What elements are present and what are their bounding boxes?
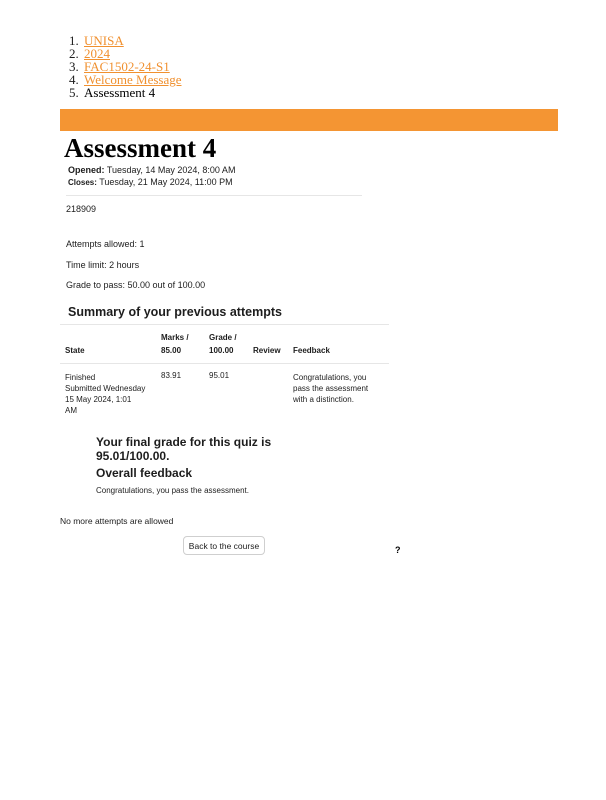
column-header-grade (204, 325, 248, 364)
back-to-course-button[interactable]: Back to the course (183, 536, 265, 555)
final-grade: Your final grade for this quiz is 95.01/100.00. (96, 435, 272, 463)
summary-heading: Summary of your previous attempts (68, 305, 282, 319)
overall-feedback-text: Congratulations, you pass the assessment. (96, 486, 249, 495)
attempt-state (60, 364, 156, 423)
attempt-marks: 83.91 (161, 371, 182, 380)
column-header-review: Review (248, 325, 288, 364)
state-line: AM (65, 406, 77, 415)
opened-label: Opened: (68, 165, 105, 175)
opened-row (68, 164, 235, 176)
attempt-grade: 95.01 (209, 371, 230, 380)
attempt-feedback: Congratulations, you pass the assessment with a distinction. (293, 373, 369, 404)
grade-header-line1: Grade / (209, 333, 237, 342)
state-line: Submitted Wednesday (65, 384, 146, 393)
breadcrumb-link-welcome[interactable]: Welcome Message (84, 72, 182, 87)
closes-row (68, 176, 235, 189)
divider (66, 195, 362, 196)
opened-value: Tuesday, 14 May 2024, 8:00 AM (106, 165, 236, 175)
grade-header-line2: 100.00 (209, 346, 234, 355)
table-row (60, 364, 389, 423)
no-more-attempts: No more attempts are allowed (60, 516, 174, 526)
closes-label: Closes: (68, 178, 97, 187)
attempt-review (248, 364, 288, 423)
column-header-state: State (60, 325, 156, 364)
marks-header-line2: 85.00 (161, 346, 182, 355)
table-header-row (60, 325, 389, 364)
page-title: Assessment 4 (64, 133, 217, 163)
marks-header-line1: Marks / (161, 333, 189, 342)
breadcrumb-link-year[interactable]: 2024 (84, 46, 110, 61)
time-limit: Time limit: 2 hours (66, 260, 140, 270)
state-line: Finished (65, 373, 96, 382)
state-line: 15 May 2024, 1:01 (65, 395, 132, 404)
overall-feedback-heading: Overall feedback (96, 466, 193, 480)
grade-to-pass: Grade to pass: 50.00 out of 100.00 (66, 280, 206, 290)
breadcrumb (64, 34, 182, 99)
attempts-allowed: Attempts allowed: 1 (66, 239, 145, 249)
breadcrumb-link-unisa[interactable]: UNISA (84, 33, 124, 48)
attempts-table (60, 324, 389, 422)
quiz-id: 218909 (66, 204, 97, 214)
column-header-feedback: Feedback (288, 325, 389, 364)
quiz-dates (68, 164, 235, 189)
breadcrumb-link-course[interactable]: FAC1502-24-S1 (84, 59, 170, 74)
header-banner (60, 109, 558, 131)
closes-value: Tuesday, 21 May 2024, 11:00 PM (99, 177, 233, 187)
question-mark-icon[interactable]: ? (395, 545, 401, 555)
column-header-marks (156, 325, 204, 364)
breadcrumb-item-current (82, 86, 182, 99)
breadcrumb-current: Assessment 4 (84, 85, 156, 100)
